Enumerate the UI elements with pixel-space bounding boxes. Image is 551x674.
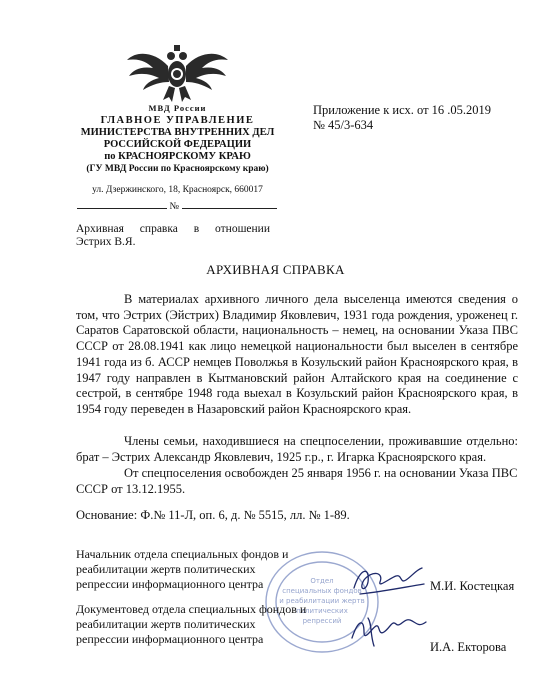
document-title: АРХИВНАЯ СПРАВКА xyxy=(206,262,345,277)
appendix-line-1: Приложение к исх. от 16 .05.2019 xyxy=(313,103,492,117)
subject-line-1: Архивная справка в отношении xyxy=(76,223,270,235)
signatory-2-position-line: Документовед отдела специальных фондов и xyxy=(76,602,307,616)
signatory-1-position-line: репрессии информационного центра xyxy=(76,577,264,591)
emblem-eagle-icon xyxy=(125,42,230,104)
signatory-2-name: И.А. Екторова xyxy=(430,640,507,654)
number-sign: № xyxy=(169,201,180,212)
letterhead-line-2: МИНИСТЕРСТВА ВНУТРЕННИХ ДЕЛ xyxy=(80,127,275,138)
signatory-1-position-line: реабилитации жертв политических xyxy=(76,562,256,576)
signatory-2-position xyxy=(76,602,376,647)
appendix-reference xyxy=(313,103,513,133)
stamp-text-5: репрессий xyxy=(302,617,342,625)
body-paragraph-2: Члены семьи, находившиеся на спецпоселении, проживавшие отдельно: брат – Эстрих Александр Яковлевич, 1925 г.р., г. Игарка Красноярского края. xyxy=(76,434,518,464)
signatory-1-position xyxy=(76,547,376,592)
body-paragraph-3: От спецпоселения освобожден 25 января 1956 г. на основании Указа ПВС СССР от 13.12.1955. xyxy=(76,466,518,496)
letterhead-line-3: РОССИЙСКОЙ ФЕДЕРАЦИИ xyxy=(103,139,252,150)
signatory-2-position-line: реабилитации жертв политических xyxy=(76,617,256,631)
subject-line-2: Эстрих В.Я. xyxy=(76,236,136,248)
outgoing-number-line xyxy=(77,200,277,212)
letterhead-line-4: по КРАСНОЯРСКОМУ КРАЮ xyxy=(104,151,251,162)
signatory-2-position-line: репрессии информационного центра xyxy=(76,632,264,646)
stamp-text-1: Отдел xyxy=(310,577,334,585)
letterhead-address: ул. Дзержинского, 18, Красноярск, 660017 xyxy=(92,185,263,195)
basis-line: Основание: Ф.№ 11-Л, оп. 6, д. № 5515, лл. № 1-89. xyxy=(76,508,350,522)
body-paragraph-1: В материалах архивного личного дела выселенца имеются сведения о том, что Эстрих (Эйстрих) Владимир Яковлевич, 1931 года рождения, уроженец г. Саратов Саратовской области, национальность – немец, на основании Указа ПВС СССР от 28.08.1941 как лицо немецкой национальности был выселен в сентябре 1941 года из б. АССР немцев Поволжья в Козульский район Красноярского края, в 1947 году направлен в Кытмановский район Алтайского края на соединение с сестрой, в сентябре 1948 года выехал в Козульский район Красноярского края, в 1954 году переведен в Назаровский район Красноярского края. xyxy=(76,292,518,416)
letterhead-line-5: (ГУ МВД России по Красноярскому краю) xyxy=(86,164,269,174)
ministry-short-name: МВД России xyxy=(148,103,207,113)
letterhead-line-1: ГЛАВНОЕ УПРАВЛЕНИЕ xyxy=(100,115,255,126)
stamp-text-4: политических xyxy=(296,607,348,615)
signatory-1-position-line: Начальник отдела специальных фондов и xyxy=(76,547,289,561)
stamp-text-2: специальных фондов xyxy=(282,587,362,595)
appendix-line-2: № 45/3-634 xyxy=(313,118,374,132)
stamp-text-3: и реабилитации жертв xyxy=(279,597,365,605)
signatory-1-name: М.И. Костецкая xyxy=(430,579,515,593)
